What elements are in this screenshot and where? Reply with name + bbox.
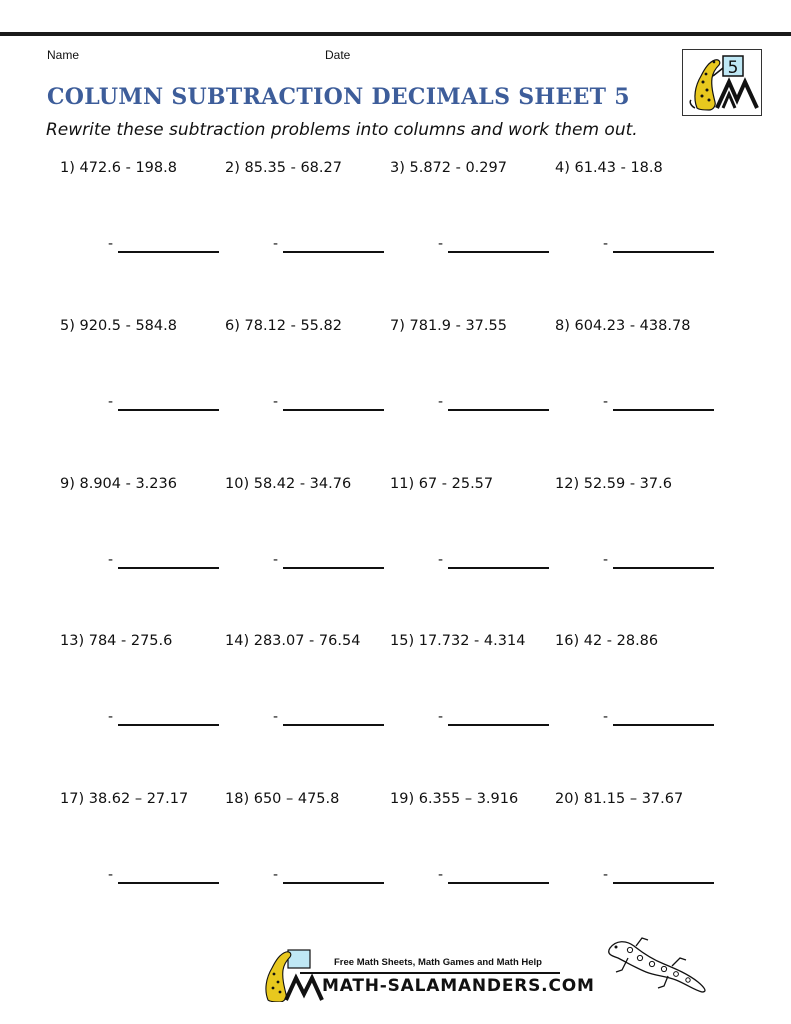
minus-sign: -: [438, 867, 444, 883]
answer-line[interactable]: [118, 567, 219, 569]
problem-20-work-area: [603, 867, 725, 887]
problem-14-work-area: [273, 709, 395, 729]
answer-line[interactable]: [448, 882, 549, 884]
name-label: Name: [47, 48, 80, 62]
problem-15-label: 15) 17.732 - 4.314: [390, 633, 526, 649]
problem-12-work-area: [603, 552, 725, 572]
footer-tagline: Free Math Sheets, Math Games and Math Help: [334, 957, 542, 968]
answer-line[interactable]: [118, 409, 219, 411]
problem-19-label: 19) 6.355 – 3.916: [390, 791, 519, 807]
problem-5-label: 5) 920.5 - 584.8: [60, 318, 177, 334]
minus-sign: -: [603, 394, 609, 410]
minus-sign: -: [273, 709, 279, 725]
problem-8-work-area: [603, 394, 725, 414]
problem-7-label: 7) 781.9 - 37.55: [390, 318, 507, 334]
minus-sign: -: [108, 236, 114, 252]
salamander-logo-icon: [683, 50, 761, 115]
problem-12-label: 12) 52.59 - 37.6: [555, 476, 672, 492]
answer-line[interactable]: [118, 724, 219, 726]
problem-1-label: 1) 472.6 - 198.8: [60, 160, 177, 176]
logo-badge-number: 5: [727, 58, 739, 78]
problem-1-work-area: [108, 236, 230, 256]
answer-line[interactable]: [283, 409, 384, 411]
answer-line[interactable]: [283, 882, 384, 884]
problem-13-work-area: [108, 709, 230, 729]
problem-15-work-area: [438, 709, 560, 729]
problem-17-label: 17) 38.62 – 27.17: [60, 791, 189, 807]
minus-sign: -: [108, 867, 114, 883]
problem-5-work-area: [108, 394, 230, 414]
problem-13-label: 13) 784 - 275.6: [60, 633, 173, 649]
problem-9-label: 9) 8.904 - 3.236: [60, 476, 177, 492]
answer-line[interactable]: [613, 251, 714, 253]
answer-line[interactable]: [283, 567, 384, 569]
problem-9-work-area: [108, 552, 230, 572]
minus-sign: -: [603, 867, 609, 883]
minus-sign: -: [273, 394, 279, 410]
answer-line[interactable]: [448, 567, 549, 569]
salamander-icon: [602, 934, 712, 996]
footer-site-name: MATH-SALAMANDERS.COM: [322, 976, 595, 996]
answer-line[interactable]: [283, 251, 384, 253]
problem-16-label: 16) 42 - 28.86: [555, 633, 659, 649]
top-rule: [0, 32, 791, 36]
problem-8-label: 8) 604.23 - 438.78: [555, 318, 691, 334]
problem-4-work-area: [603, 236, 725, 256]
problem-4-label: 4) 61.43 - 18.8: [555, 160, 663, 176]
answer-line[interactable]: [448, 251, 549, 253]
problem-18-label: 18) 650 – 475.8: [225, 791, 340, 807]
minus-sign: -: [603, 552, 609, 568]
minus-sign: -: [108, 709, 114, 725]
problem-14-label: 14) 283.07 - 76.54: [225, 633, 361, 649]
footer-rule: [300, 972, 560, 974]
minus-sign: -: [108, 394, 114, 410]
answer-line[interactable]: [613, 724, 714, 726]
problem-6-label: 6) 78.12 - 55.82: [225, 318, 342, 334]
problem-16-work-area: [603, 709, 725, 729]
problem-6-work-area: [273, 394, 395, 414]
answer-line[interactable]: [613, 882, 714, 884]
problem-2-label: 2) 85.35 - 68.27: [225, 160, 342, 176]
sheet-logo: [682, 49, 762, 116]
minus-sign: -: [273, 236, 279, 252]
problem-11-work-area: [438, 552, 560, 572]
answer-line[interactable]: [613, 409, 714, 411]
instructions: Rewrite these subtraction problems into columns and work them out.: [46, 120, 638, 140]
answer-line[interactable]: [283, 724, 384, 726]
problem-2-work-area: [273, 236, 395, 256]
problem-11-label: 11) 67 - 25.57: [390, 476, 494, 492]
minus-sign: -: [438, 709, 444, 725]
problem-3-work-area: [438, 236, 560, 256]
minus-sign: -: [273, 552, 279, 568]
answer-line[interactable]: [613, 567, 714, 569]
date-label: Date: [325, 48, 351, 62]
answer-line[interactable]: [448, 724, 549, 726]
problem-7-work-area: [438, 394, 560, 414]
minus-sign: -: [438, 236, 444, 252]
minus-sign: -: [603, 709, 609, 725]
problem-17-work-area: [108, 867, 230, 887]
problem-19-work-area: [438, 867, 560, 887]
minus-sign: -: [438, 394, 444, 410]
minus-sign: -: [603, 236, 609, 252]
page-title: COLUMN SUBTRACTION DECIMALS SHEET 5: [47, 84, 630, 110]
problem-20-label: 20) 81.15 – 37.67: [555, 791, 684, 807]
minus-sign: -: [438, 552, 444, 568]
problem-18-work-area: [273, 867, 395, 887]
problem-3-label: 3) 5.872 - 0.297: [390, 160, 507, 176]
minus-sign: -: [273, 867, 279, 883]
answer-line[interactable]: [118, 251, 219, 253]
minus-sign: -: [108, 552, 114, 568]
answer-line[interactable]: [118, 882, 219, 884]
problem-10-label: 10) 58.42 - 34.76: [225, 476, 352, 492]
problem-10-work-area: [273, 552, 395, 572]
answer-line[interactable]: [448, 409, 549, 411]
